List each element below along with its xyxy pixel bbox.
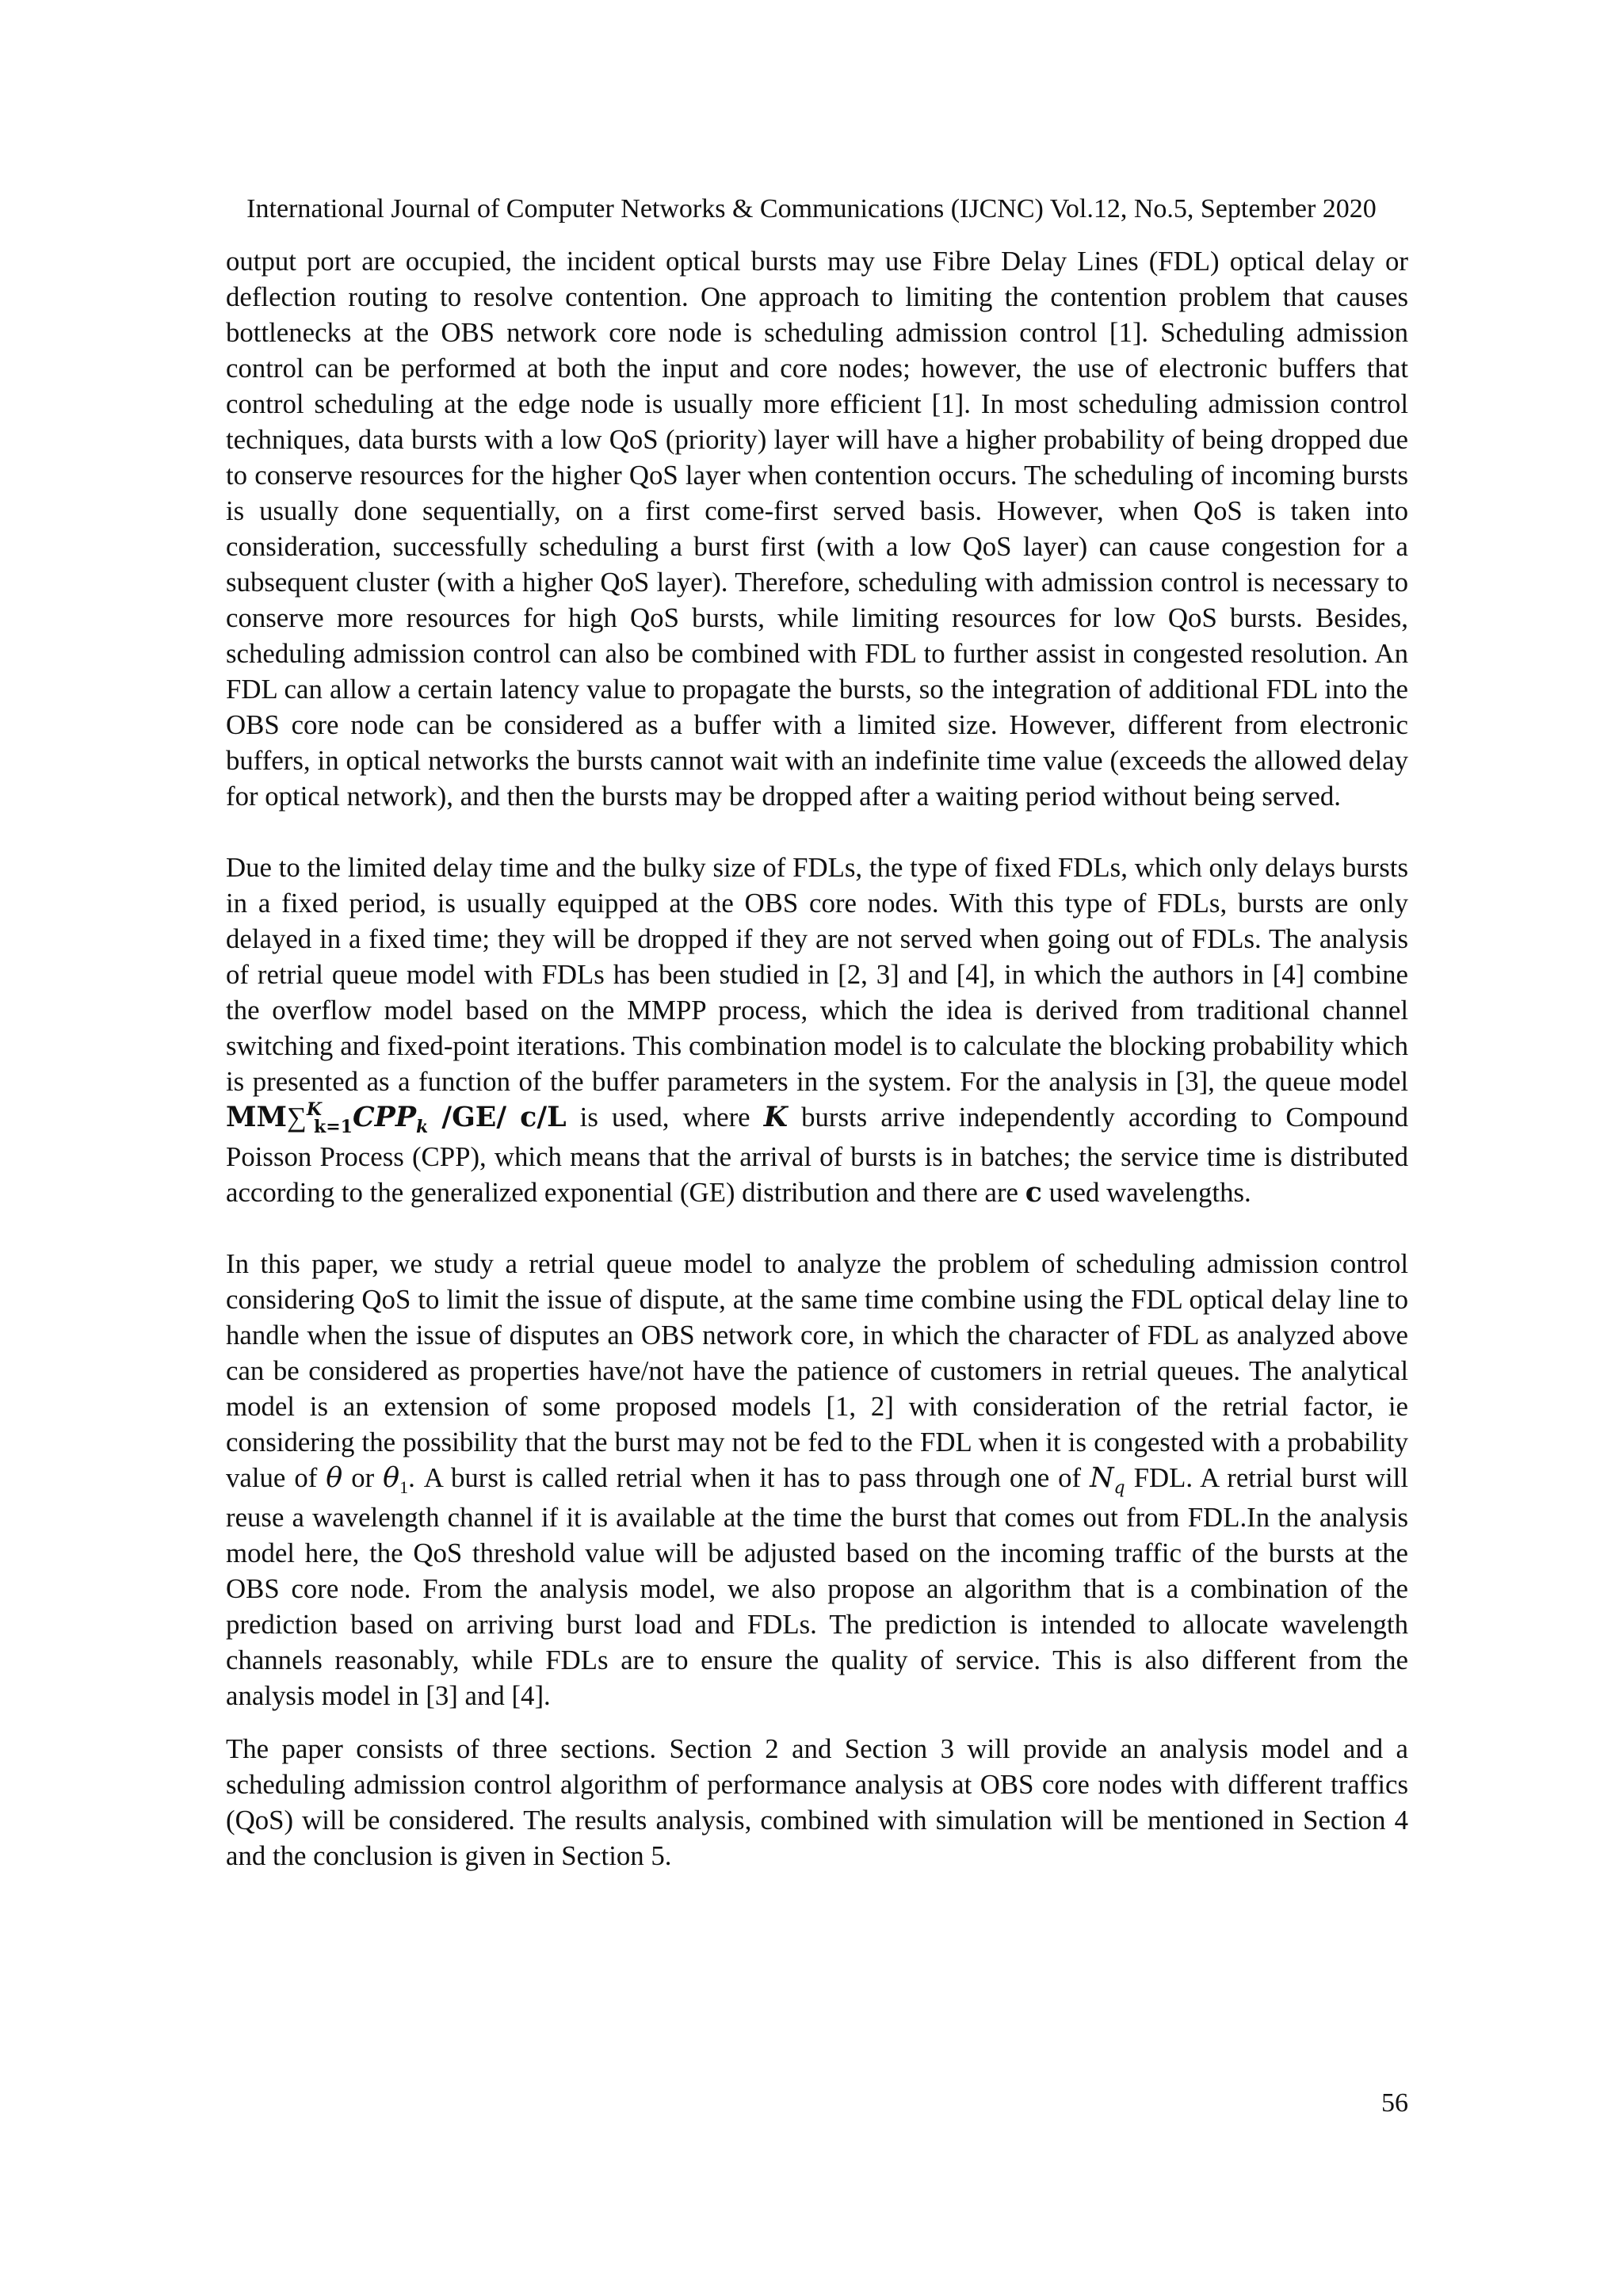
symbol-K: K	[763, 1101, 788, 1133]
symbol-Nq-subscript: q	[1113, 1478, 1125, 1498]
queue-mm: MM	[226, 1101, 288, 1133]
symbol-Nq: N	[1090, 1462, 1114, 1494]
paragraph-2-text-b: is used, where	[566, 1102, 764, 1133]
symbol-theta-1: θ	[383, 1462, 400, 1494]
sum-symbol-group	[287, 1099, 353, 1139]
symbol-c: c	[1025, 1176, 1042, 1209]
paragraph-2	[226, 850, 1408, 1210]
symbol-theta-1-subscript: 1	[399, 1477, 409, 1497]
queue-cpp-subscript: k	[416, 1117, 429, 1137]
paragraph-2-text-c: bursts arrive independently according to Compound Poisson Process (CPP), which means that the arrival of bursts is in batches; the service time is distributed according to the generalized exponential (GE) distribution and there are	[226, 1102, 1408, 1208]
paragraph-2-text-d: used wavelengths.	[1041, 1177, 1251, 1208]
running-header: International Journal of Computer Networks & Communications (IJCNC) Vol.12, No.5, September 2020	[246, 194, 1377, 223]
paragraph-1: output port are occupied, the incident optical bursts may use Fibre Delay Lines (FDL) optical delay or deflection routing to resolve contention. One approach to limiting the contention problem that causes bottlenecks at the OBS network core node is scheduling admission control [1]. Scheduling admission control can be performed at both the input and core nodes; however, the use of electronic buffers that control scheduling at the edge node is usually more efficient [1]. In most scheduling admission control techniques, data bursts with a low QoS (priority) layer will have a higher probability of being dropped due to conserve resources for the higher QoS layer when contention occurs. The scheduling of incoming bursts is usually done sequentially, on a first come-first served basis. However, when QoS is taken into consideration, successfully scheduling a burst first (with a low QoS layer) can cause congestion for a subsequent cluster (with a higher QoS layer). Therefore, scheduling with admission control is necessary to conserve more resources for high QoS bursts, while limiting resources for low QoS bursts. Besides, scheduling admission control can also be combined with FDL to further assist in congested resolution. An FDL can allow a certain latency value to propagate the bursts, so the integration of additional FDL into the OBS core node can be considered as a buffer with a limited size. However, different from electronic buffers, in optical networks the bursts cannot wait with an indefinite time value (exceeds the allowed delay for optical network), and then the bursts may be dropped after a waiting period without being served.	[226, 246, 1408, 812]
paragraph-3-text-b: or	[342, 1462, 384, 1493]
sum-upper-limit: K	[306, 1099, 322, 1120]
sum-symbol: ∑	[287, 1102, 307, 1133]
queue-ge: /GE/	[441, 1101, 507, 1133]
queue-cpp: CPP	[352, 1101, 416, 1133]
page-number: 56	[1381, 2088, 1408, 2118]
paragraph-3-text-a: In this paper, we study a retrial queue model to analyze the problem of scheduling admission control considering QoS to limit the issue of dispute, at the same time combine using the FDL optical delay line to handle when the issue of disputes an OBS network core, in which the character of FDL as analyzed above can be considered as properties have/not have the patience of customers in retrial queues. The analytical model is an extension of some proposed models [1, 2] with consideration of the retrial factor, ie considering the possibility that the burst may not be fed to the FDL when it is congested with a probability value of	[226, 1248, 1408, 1493]
sum-lower-limit: k=1	[313, 1117, 353, 1137]
queue-cl: c/L	[520, 1101, 567, 1133]
paragraph-3	[226, 1246, 1408, 1713]
paragraph-4: The paper consists of three sections. Section 2 and Section 3 will provide an analysis model and a scheduling admission control algorithm of performance analysis at OBS core nodes with different traffics (QoS) will be considered. The results analysis, combined with simulation will be mentioned in Section 4 and the conclusion is given in Section 5.	[226, 1733, 1408, 1871]
paragraph-3-text-d: FDL. A retrial burst will reuse a wavelength channel if it is available at the time the burst that comes out from FDL.In the analysis model here, the QoS threshold value will be adjusted based on the incoming traffic of the bursts at the OBS core node. From the analysis model, we also propose an algorithm that is a combination of the prediction based on arriving burst load and FDLs. The prediction is intended to allocate wavelength channels reasonably, while FDLs are to ensure the quality of service. This is also different from the analysis model in [3] and [4].	[226, 1462, 1409, 1711]
paragraph-3-text-c: . A burst is called retrial when it has to pass through one of	[408, 1462, 1090, 1493]
symbol-theta: θ	[326, 1462, 343, 1494]
queue-model-formula	[226, 1099, 567, 1137]
paragraph-2-text-a: Due to the limited delay time and the bulky size of FDLs, the type of fixed FDLs, which only delays bursts in a fixed period, is usually equipped at the OBS core nodes. With this type of FDLs, bursts are only delayed in a fixed time; they will be dropped if they are not served when going out of FDLs. The analysis of retrial queue model with FDLs has been studied in [2, 3] and [4], in which the authors in [4] combine the overflow model based on the MMPP process, which the idea is derived from traditional channel switching and fixed-point iterations. This combination model is to calculate the blocking probability which is presented as a function of the buffer parameters in the system. For the analysis in [3], the queue model	[226, 852, 1408, 1097]
body-text	[226, 243, 1408, 1874]
